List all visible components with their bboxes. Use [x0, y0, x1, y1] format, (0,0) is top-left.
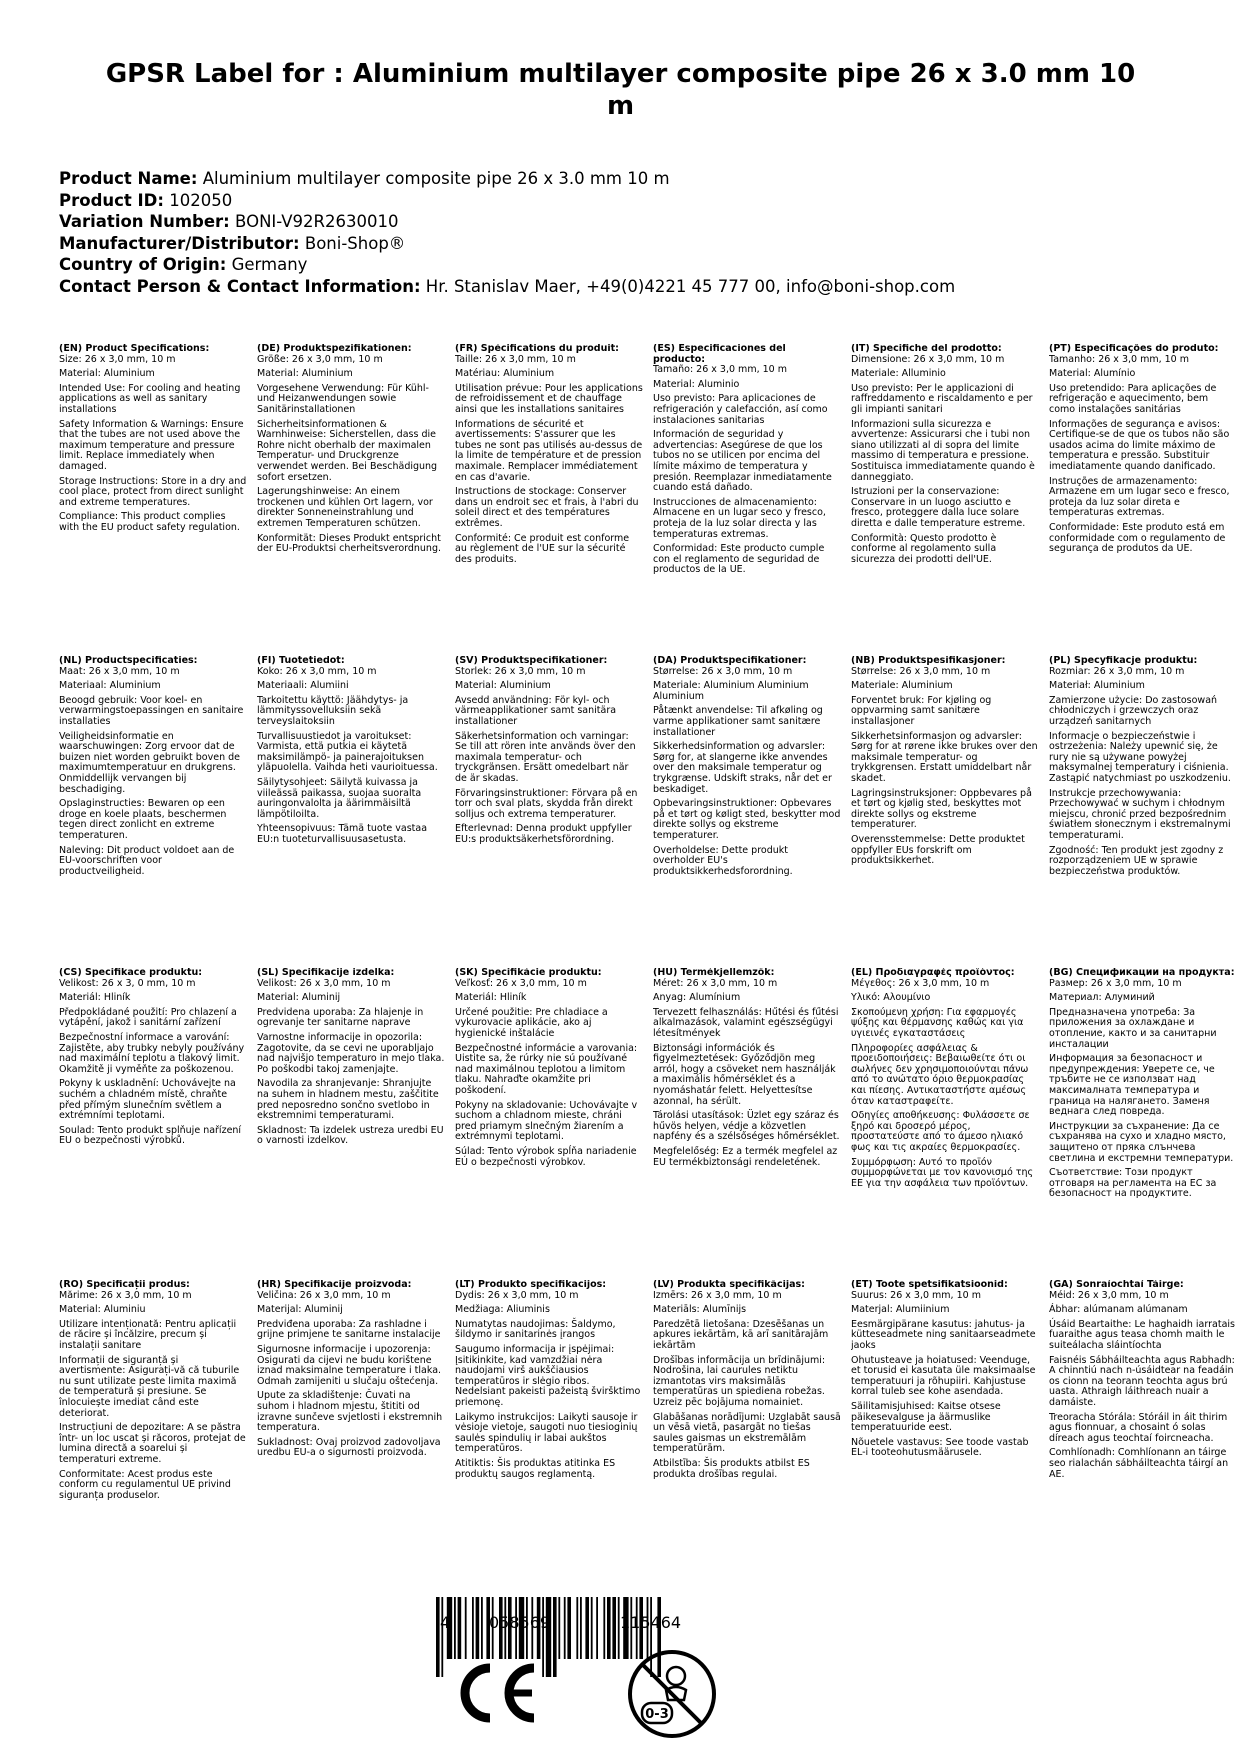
spec-paragraph: Storage Instructions: Store in a dry and cool place, protect from direct sunlight and extreme temperatures. [59, 475, 247, 508]
info-value: Boni-Shop® [304, 233, 406, 253]
spec-paragraph: Съответствие: Този продукт отговаря на регламента на ЕС за безопасност на продуктите. [1049, 1167, 1217, 1200]
spec-section [1049, 344, 1241, 656]
spec-paragraph: Laikymo instrukcijos: Laikyti sausoje ir vėsioje vietoje, saugoti nuo tiesioginių saulės spindulių ir labai aukštos temperatūros. [455, 1411, 638, 1455]
spec-paragraph: Istruzioni per la conservazione: Conservare in un luogo asciutto e fresco, proteggere dalla luce solare diretta e dalle temperature estreme. [851, 486, 1026, 529]
spec-section [1049, 1280, 1241, 1592]
spec-paragraph: Dimensione: 26 x 3,0 mm, 10 m [851, 353, 1005, 365]
spec-paragraph: Taille: 26 x 3,0 mm, 10 m [455, 353, 576, 365]
spec-paragraph: Materijal: Aluminij [257, 1304, 343, 1316]
spec-paragraph: Material: Aluminij [257, 992, 341, 1004]
spec-paragraph: Bezpečnostné informácie a varovania: Uistite sa, že rúrky nie sú používané nad maximálnou teplotou a limitom tlaku. Nahraďte okamžite pri poškodení. [455, 1042, 638, 1096]
spec-paragraph: Opslaginstructies: Bewaren op een droge en koele plaats, beschermen tegen direct zonlicht en extreme temperaturen. [59, 798, 227, 841]
spec-paragraph: Instructions de stockage: Conserver dans un endroit sec et frais, à l'abri du soleil direct et des températures extrêmes. [455, 486, 639, 529]
spec-paragraph: Mărime: 26 x 3,0 mm, 10 m [59, 1289, 192, 1301]
spec-section [257, 1280, 455, 1592]
info-row [59, 211, 1189, 233]
info-row [59, 233, 1189, 255]
spec-paragraph: Размер: 26 x 3,0 mm, 10 m [1049, 977, 1182, 989]
spec-paragraph: Инструкции за съхранение: Да се съхранява на сухо и хладно място, защитено от пряка слънчева светлина и екстремни температури. [1049, 1120, 1234, 1164]
barcode-right-group: 115464 [620, 1613, 682, 1632]
spec-paragraph: Предназначена употреба: За приложения за охлаждане и отопление, както и за санитарни инсталации [1049, 1006, 1217, 1050]
spec-paragraph: Navodila za shranjevanje: Shranjujte na suhem in hladnem mestu, zaščitite pred neposredno sončno svetlobo in ekstremnimi temperaturami. [257, 1078, 439, 1122]
info-label: Product ID: [59, 190, 164, 210]
spec-paragraph: Tarkoitettu käyttö: Jäähdytys- ja lämmityssovelluksiin sekä terveyslaitoksiin [257, 694, 409, 727]
spec-paragraph: Størrelse: 26 x 3,0 mm, 10 m [653, 665, 793, 677]
spec-heading: (SK) Špecifikácie produktu: [455, 968, 602, 978]
spec-paragraph: Förvaringsinstruktioner: Förvara på en torr och sval plats, skydda från direkt solljus och extrema temperaturer. [455, 787, 638, 820]
spec-paragraph: Instrucțiuni de depozitare: A se păstra într- un loc uscat și răcoros, protejat de lumina directă a soarelui și temperaturi extreme. [59, 1422, 246, 1465]
barcode-bar [558, 1597, 560, 1659]
spec-paragraph: Upute za skladištenje: Čuvati na suhom i hladnom mjestu, štititi od izravne sunčeve svjetlosti i ekstremnih temperatura. [257, 1390, 443, 1434]
spec-paragraph: Bezpečnostní informace a varování: Zajistěte, aby trubky nebyly používány nad maximální teplotu a tlakový limit. Okamžitě ji vyměňte za poškozenou. [59, 1031, 245, 1075]
spec-paragraph: Utilisation prévue: Pour les applications de refroidissement et de chauffage ainsi que les installations sanitaires [455, 382, 643, 415]
not-for-children-0-3-icon [626, 1648, 718, 1740]
spec-heading: (LT) Produkto specifikacijos: [455, 1280, 607, 1290]
barcode-bar [476, 1597, 480, 1659]
spec-section [455, 344, 653, 656]
spec-paragraph: Dydis: 26 x 3,0 mm, 10 m [455, 1289, 579, 1301]
spec-paragraph: Matériau: Aluminium [455, 368, 555, 380]
spec-paragraph: Sikkerhedsinformation og advarsler: Sørg for, at slangerne ikke anvendes over den maksimale temperatur og trykgrænse. Udskift straks, når det er beskadiget. [653, 741, 832, 795]
spec-paragraph: Tárolási utasítások: Üzlet egy száraz és hűvös helyen, védje a közvetlen napfény és a szélsőséges hőmérséklet. [653, 1110, 840, 1143]
info-row [59, 190, 1189, 212]
spec-paragraph: Méid: 26 x 3,0 mm, 10 m [1049, 1289, 1169, 1301]
age-label: 0-3 [645, 1707, 669, 1722]
ce-mark-icon [454, 1662, 538, 1724]
info-value: Aluminium multilayer composite pipe 26 x 3.0 mm 10 m [202, 169, 670, 188]
spec-paragraph: Veiligheidsinformatie en waarschuwingen: Zorg ervoor dat de buizen niet worden gebruikt boven de maximumtemperatuur en drukgrens. Onmiddellijk vervangen bij beschadiging. [59, 730, 240, 795]
spec-paragraph: Úsáid Beartaithe: Le haghaidh iarratais fuaraithe agus teasa chomh maith le suiteálacha sláintíochta [1049, 1318, 1235, 1351]
spec-paragraph: Veľkosť: 26 x 3,0 mm, 10 m [455, 977, 587, 989]
spec-paragraph: Uso previsto: Para aplicaciones de refrigeración y calefacción, así como instalaciones sanitarias [653, 393, 828, 426]
spec-paragraph: Izmērs: 26 x 3,0 mm, 10 m [653, 1289, 782, 1301]
spec-paragraph: Konformität: Dieses Produkt entspricht der EU-Produktsi cherheitsverordnung. [257, 532, 442, 555]
spec-paragraph: Materiāls: Alumīnijs [653, 1304, 747, 1316]
spec-paragraph: Συμμόρφωση: Αυτό το προϊόν συμμορφώνεται με τον κανονισμό της ΕΕ για την ασφάλεια των προϊόντων. [851, 1156, 1034, 1189]
barcode-bar [585, 1597, 589, 1659]
spec-section [455, 968, 653, 1280]
spec-paragraph: Yhteensopivuus: Tämä tuote vastaa EU:n tuoteturvallisuusasetusta. [257, 823, 428, 845]
spec-paragraph: Predvidena uporaba: Za hlajenje in ogrevanje ter sanitarne naprave [257, 1006, 424, 1029]
spec-paragraph: Súlad: Tento výrobok spĺňa nariadenie EÚ o bezpečnosti výrobkov. [455, 1145, 637, 1168]
spec-paragraph: Biztonsági információk és figyelmeztetések: Győződjön meg arról, hogy a csöveket nem használják a maximális hőmérséklet és a nyomáshatár felett. Helyettesítse azonnal, ha sérült. [653, 1042, 836, 1107]
spec-paragraph: Materiál: Hliník [59, 992, 131, 1004]
spec-paragraph: Glabāšanas norādījumi: Uzglabāt sausā un vēsā vietā, pasargāt no tiešas saules gaismas un ekstremālām temperatūrām. [653, 1411, 841, 1455]
spec-section [1049, 968, 1241, 1280]
spec-section [851, 344, 1049, 656]
info-row [59, 276, 1189, 298]
barcode-bar [465, 1597, 467, 1659]
spec-paragraph: Material: Aluminio [653, 378, 740, 390]
spec-paragraph: Ábhar: alúmanam alúmanam [1049, 1304, 1188, 1316]
spec-heading: (HR) Specifikacije proizvoda: [257, 1280, 412, 1290]
spec-paragraph: Velikost: 26 x 3, 0 mm, 10 m [59, 977, 196, 989]
spec-section [455, 656, 653, 968]
spec-paragraph: Beoogd gebruik: Voor koel- en verwarmingstoepassingen en sanitaire installaties [59, 694, 244, 727]
info-value: 102050 [169, 190, 233, 210]
spec-section [59, 344, 257, 656]
barcode-bar [576, 1597, 578, 1659]
spec-section [59, 968, 257, 1280]
spec-paragraph: Opbevaringsinstruktioner: Opbevares på et tørt og køligt sted, beskytter mod direkte sollys og ekstreme temperaturer. [653, 798, 841, 841]
spec-paragraph: Size: 26 x 3,0 mm, 10 m [59, 353, 176, 365]
spec-paragraph: Instrukcje przechowywania: Przechowywać w suchym i chłodnym miejscu, chronić przed bezpośrednim światłem słonecznym i ekstremalnymi temperaturami. [1049, 787, 1231, 841]
barcode-bar [481, 1597, 483, 1659]
spec-paragraph: Πληροφορίες ασφάλειας & προειδοποιήσεις: Βεβαιωθείτε ότι οι σωλήνες δεν χρησιμοποιούνται πάνω από το ανώτατο όριο θερμοκρασίας και πίεσης. Αντικαταστήστε αμέσως όταν καταστραφείτε. [851, 1042, 1029, 1107]
spec-paragraph: Velikost: 26 x 3,0 mm, 10 m [257, 977, 391, 989]
spec-paragraph: Veličina: 26 x 3,0 mm, 10 m [257, 1289, 391, 1301]
spec-paragraph: Určené použitie: Pre chladiace a vykurovacie aplikácie, ako aj hygienické inštalácie [455, 1006, 608, 1039]
spec-heading: (IT) Specifiche del prodotto: [851, 344, 1002, 354]
spec-paragraph: Atbilstība: Šis produkts atbilst ES produkta drošības regulai. [653, 1457, 810, 1480]
spec-paragraph: Conformità: Questo prodotto è conforme al regolamento sulla sicurezza dei prodotti dell'UE. [851, 532, 997, 565]
spec-paragraph: Instruções de armazenamento: Armazene em um lugar seco e fresco, proteja da luz solar direta e temperaturas extremas. [1049, 475, 1230, 519]
barcode-bar [454, 1597, 456, 1659]
spec-paragraph: Sigurnosne informacije i upozorenja: Osigurati da cijevi ne budu korištene iznad maksimalne temperature i tlaka. Odmah zamijeniti u slučaju oštećenja. [257, 1343, 442, 1387]
spec-paragraph: Sikkerhetsinformasjon og advarsler: Sørg for at rørene ikke brukes over den maksimale temperatur- og trykkgrensen. Erstatt umiddelbart når skadet. [851, 730, 1038, 784]
spec-section [653, 344, 851, 656]
spec-section [455, 1280, 653, 1592]
spec-heading: (BG) Спецификации на продукта: [1049, 968, 1235, 978]
spec-paragraph: Utilizare intenționată: Pentru aplicații de răcire și încălzire, precum și instalații sanitare [59, 1318, 237, 1351]
spec-paragraph: Информация за безопасност и предупреждения: Уверете се, че тръбите не се използват над максималната температура и граница на налягането. Заменя веднага след повреда. [1049, 1053, 1215, 1118]
spec-paragraph: Informações de segurança e avisos: Certifique-se de que os tubos não são usados acima do limite máximo de temperatura e pressão. Substituir imediatamente quando danificado. [1049, 418, 1230, 472]
page-title: GPSR Label for : Aluminium multilayer composite pipe 26 x 3.0 mm 10 m [105, 59, 1136, 121]
spec-paragraph: Informazioni sulla sicurezza e avvertenze: Assicurarsi che i tubi non siano utilizzati al di sopra del limite massimo di temperatura e pressione. Sostituisca immediatamente quando è danneggiato. [851, 418, 1035, 483]
barcode-bar [580, 1597, 582, 1659]
spec-paragraph: Comhlíonadh: Comhlíonann an táirge seo rialachán sábháilteachta táirgí an AE. [1049, 1447, 1229, 1480]
spec-paragraph: Saugumo informacija ir įspėjimai: Įsitikinkite, kad vamzdžiai nėra naudojami virš aukščiausios temperatūros ir slėgio ribos. Nedelsiant pakeisti pažeistą šviršktimo priemonę. [455, 1343, 641, 1408]
spec-heading: (DA) Produktspecifikationer: [653, 656, 807, 666]
barcode-bar [596, 1597, 598, 1659]
spec-paragraph: Sukladnost: Ovaj proizvod zadovoljava uredbu EU-a o sigurnosti proizvoda. [257, 1436, 441, 1459]
spec-heading: (RO) Specificații produs: [59, 1280, 190, 1290]
spec-heading: (EN) Product Specifications: [59, 344, 210, 354]
spec-paragraph: Conformidad: Este producto cumple con el reglamento de seguridad de productos de la UE. [653, 543, 825, 576]
barcode-bar [603, 1597, 605, 1659]
info-value: Hr. Stanislav Maer, +49(0)4221 45 777 00, info@boni-shop.com [425, 276, 956, 296]
spec-section [851, 968, 1049, 1280]
spec-heading: (PL) Specyfikacje produktu: [1049, 656, 1198, 666]
info-row [59, 254, 1189, 276]
spec-paragraph: Säilitamisjuhised: Kaitse otsese päikesevalguse ja äärmuslike temperatuuride eest. [851, 1400, 1001, 1434]
spec-paragraph: Numatytas naudojimas: Šaldymo, šildymo ir sanitarinės įrangos [455, 1318, 616, 1341]
barcode-bar [567, 1597, 571, 1659]
spec-paragraph: Materiale: Aluminium [851, 680, 953, 692]
spec-paragraph: Tamaño: 26 x 3,0 mm, 10 m [653, 364, 787, 376]
spec-paragraph: Předpokládané použití: Pro chlazení a vytápění, jakož i sanitární zařízení [59, 1006, 237, 1029]
spec-paragraph: Οδηγίες αποθήκευσης: Φυλάσσετε σε ξηρό και δροσερό μέρος, προστατεύστε από το άμεσο ηλιακό φως και τις ακραίες θερμοκρασίες. [851, 1110, 1030, 1153]
spec-heading: (NL) Productspecificaties: [59, 656, 198, 666]
spec-section [653, 968, 851, 1280]
spec-heading: (FI) Tuotetiedot: [257, 656, 345, 666]
spec-paragraph: Material: Aluminiu [59, 1304, 146, 1316]
spec-heading: (SV) Produktspecifikationer: [455, 656, 608, 666]
spec-heading: (SL) Specifikacije izdelka: [257, 968, 395, 978]
spec-paragraph: Material: Aluminium [257, 368, 353, 380]
info-label: Variation Number: [59, 212, 230, 231]
barcode-bar [441, 1597, 443, 1677]
spec-paragraph: Material: Alumínio [1049, 368, 1136, 380]
spec-paragraph: Varnostne informacije in opozorila: Zagotovite, da se cevi ne uporabljajo nad najvišjo temperaturo in mejo tlaka. Po poškodbi takoj zamenjajte. [257, 1031, 445, 1075]
spec-paragraph: Drošības informācija un brīdinājumi: Nodrošina, lai caurules netiktu izmantotas virs maksimālās temperatūras un spiediena robežas. Uzreiz pēc bojājuma nomainiet. [653, 1354, 826, 1408]
spec-paragraph: Rozmiar: 26 x 3,0 mm, 10 m [1049, 665, 1185, 677]
spec-paragraph: Koko: 26 x 3,0 mm, 10 m [257, 665, 377, 677]
spec-paragraph: Pokyny na skladovanie: Uchovávajte v suchom a chladnom mieste, chráni pred priamym slnečným žiarením a extrémnymi teplotami. [455, 1099, 638, 1143]
spec-paragraph: Materiał: Aluminium [1049, 680, 1145, 692]
spec-heading: (FR) Spécifications du produit: [455, 344, 619, 354]
spec-heading: (PT) Especificações do produto: [1049, 344, 1219, 354]
spec-paragraph: Material: Aluminium [455, 680, 551, 692]
spec-heading: (HU) Termékjellemzők: [653, 968, 775, 978]
spec-paragraph: Säkerhetsinformation och varningar: Se till att rören inte används över den maximala temperatur- och tryckgränsen. Ersätt omedelbart när de är skadas. [455, 730, 636, 784]
spec-heading: (ES) Especificaciones del producto: [653, 344, 786, 365]
spec-paragraph: Pokyny k uskladnění: Uchovávejte na suchém a chladném místě, chraňte před přímým slunečním světlem a extrémními teplotami. [59, 1078, 236, 1122]
spec-paragraph: Materiale: Aluminium Aluminium Aluminium [653, 680, 809, 702]
spec-heading: (ET) Toote spetsifikatsioonid: [851, 1280, 1008, 1290]
spec-heading: (GA) Sonraíochtaí Táirge: [1049, 1280, 1184, 1290]
spec-heading: (NB) Produktspesifikasjoner: [851, 656, 1006, 666]
spec-paragraph: Material: Aluminium [59, 368, 155, 380]
info-label: Contact Person & Contact Information: [59, 276, 421, 296]
info-value: BONI-V92R2630010 [235, 212, 399, 231]
spec-paragraph: Uso pretendido: Para aplicações de refrigeração e aquecimento, bem como instalações sanitárias [1049, 382, 1217, 415]
spec-paragraph: Størrelse: 26 x 3,0 mm, 10 m [851, 665, 991, 677]
spec-paragraph: Información de seguridad y advertencias: Asegúrese de que los tubos no se utilicen por encima del límite máximo de temperatura y presión. Reemplazar inmediatamente cuando está dañado. [653, 429, 832, 494]
spec-paragraph: Materiaal: Aluminium [59, 680, 161, 692]
barcode-bar [436, 1597, 440, 1677]
barcode-bar [553, 1597, 557, 1677]
info-value: Germany [231, 255, 308, 274]
barcode-bar [607, 1597, 611, 1659]
spec-paragraph: Treoracha Stórála: Stóráil in áit thirim agus fionnuar, a chosaint ó solas díreach agus teochtaí foircneacha. [1049, 1411, 1228, 1444]
spec-section [59, 656, 257, 968]
spec-paragraph: Informacje o bezpieczeństwie i ostrzeżenia: Należy upewnić się, że rury nie są używane powyżej maksymalnej temperatury i ciśnienia. Zastąpić natychmiast po uszkodzeniu. [1049, 730, 1231, 784]
spec-heading: (LV) Produkta specifikācijas: [653, 1280, 805, 1290]
spec-paragraph: Materiale: Alluminio [851, 368, 946, 380]
barcode-bar [546, 1597, 551, 1677]
spec-paragraph: Tervezett felhasználás: Hűtési és fűtési alkalmazások, valamint egészségügyi létesítmények [653, 1006, 839, 1039]
spec-paragraph: Naleving: Dit product voldoet aan de EU-voorschriften voor productveiligheid. [59, 844, 235, 877]
spec-paragraph: Safety Information & Warnings: Ensure that the tubes are not used above the maximum temperature and pressure limit. Replace immediately when damaged. [59, 418, 244, 472]
spec-paragraph: Compliance: This product complies with the EU product safety regulation. [59, 511, 240, 533]
info-label: Product Name: [59, 169, 198, 188]
spec-paragraph: Zgodność: Ten produkt jest zgodny z rozporządzeniem UE w sprawie bezpieczeństwa produktów. [1049, 844, 1224, 877]
spec-paragraph: Faisnéis Sábháilteachta agus Rabhadh: A chinntiú nach n-úsáidtear na feadáin os cionn na teorann teochta agus brú uasta. Athraigh láithreach nuair a damáiste. [1049, 1354, 1235, 1408]
spec-paragraph: Predviđena uporaba: Za rashladne i grijne primjene te sanitarne instalacije [257, 1318, 441, 1341]
spec-paragraph: Megfelelőség: Ez a termék megfelel az EU termékbiztonsági rendeletének. [653, 1145, 838, 1168]
spec-paragraph: Turvallisuustiedot ja varoitukset: Varmista, että putkia ei käytetä maksimilämpö- ja painerajoituksen yläpuolella. Vaihda heti vaurioituessa. [257, 730, 438, 774]
spec-paragraph: Materiál: Hliník [455, 992, 527, 1004]
spec-paragraph: Материал: Алуминий [1049, 992, 1155, 1004]
barcode-lead-digit: 4 [440, 1613, 451, 1632]
product-info [59, 168, 1189, 297]
spec-paragraph: Informations de sécurité et avertissements: S'assurer que les tubes ne sont pas utilisés au-dessus de la limite de température et de pression maximale. Remplacer immédiatement en cas d'avarie. [455, 418, 643, 483]
spec-paragraph: Forventet bruk: For kjøling og oppvarming samt sanitære installasjoner [851, 694, 992, 727]
spec-paragraph: Conformité: Ce produit est conforme au règlement de l'UE sur la sécurité des produits. [455, 532, 630, 565]
barcode-bar [612, 1597, 616, 1659]
barcode-bar [542, 1597, 544, 1677]
spec-paragraph: Vorgesehene Verwendung: Für Kühl- und Heizanwendungen sowie Sanitärinstallationen [257, 382, 429, 415]
spec-paragraph: Storlek: 26 x 3,0 mm, 10 m [455, 665, 586, 677]
spec-paragraph: Uso previsto: Per le applicazioni di raffreddamento e riscaldamento e per gli impianti sanitari [851, 382, 1033, 415]
spec-section [851, 656, 1049, 968]
spec-paragraph: Μέγεθος: 26 x 3,0 mm, 10 m [851, 977, 990, 989]
spec-paragraph: Ohutusteave ja hoiatused: Veenduge, et torusid ei kasutata üle maksimaalse temperatuuri ja rõhupiiri. Kahjustuse korral tuleb see kohe asendada. [851, 1354, 1036, 1398]
spec-paragraph: Efterlevnad: Denna produkt uppfyller EU:s produktsäkerhetsförordning. [455, 823, 632, 845]
spec-section [851, 1280, 1049, 1592]
spec-paragraph: Suurus: 26 x 3,0 mm, 10 m [851, 1289, 981, 1301]
spec-section [653, 1280, 851, 1592]
spec-paragraph: Materjal: Alumiinium [851, 1304, 950, 1316]
spec-paragraph: Tamanho: 26 x 3,0 mm, 10 m [1049, 353, 1189, 365]
spec-paragraph: Anyag: Alumínium [653, 992, 741, 1004]
spec-heading: (EL) Προδιαγραφές προϊόντος: [851, 968, 1015, 978]
spec-paragraph: Materiaali: Alumiini [257, 680, 349, 692]
spec-paragraph: Conformitate: Acest produs este conform cu regulamentul UE privind siguranța produselor. [59, 1468, 231, 1501]
spec-paragraph: Conformidade: Este produto está em conformidade com o regulamento de segurança de produtos da UE. [1049, 521, 1226, 555]
spec-section [653, 656, 851, 968]
info-row [59, 168, 1189, 190]
spec-paragraph: Skladnost: Ta izdelek ustreza uredbi EU o varnosti izdelkov. [257, 1124, 444, 1147]
spec-heading: (CS) Specifikace produktu: [59, 968, 203, 978]
spec-paragraph: Påtænkt anvendelse: Til afkøling og varme applikationer samt sanitære installationer [653, 705, 823, 738]
spec-paragraph: Méret: 26 x 3,0 mm, 10 m [653, 977, 778, 989]
spec-paragraph: Lagringsinstruksjoner: Oppbevares på et tørt og kjølig sted, beskyttes mot direkte sollys og ekstreme temperaturer. [851, 787, 1032, 831]
spec-paragraph: Υλικό: Αλουμίνιο [851, 992, 931, 1004]
spec-paragraph: Maat: 26 x 3,0 mm, 10 m [59, 665, 180, 677]
spec-section [257, 968, 455, 1280]
spec-section [1049, 656, 1241, 968]
spec-paragraph: Zamierzone użycie: Do zastosowań chłodniczych i grzewczych oraz urządzeń sanitarnych [1049, 694, 1218, 727]
spec-paragraph: Σκοπούμενη χρήση: Για εφαρμογές ψύξης και θέρμανσης καθώς και για υγιεινές εγκαταστάσεις [851, 1006, 1024, 1039]
spec-paragraph: Avsedd användning: För kyl- och värmeapplikationer samt sanitära installationer [455, 694, 617, 727]
spec-heading: (DE) Produktspezifikationen: [257, 344, 412, 354]
spec-paragraph: Paredzētā lietošana: Dzesēšanas un apkures iekārtām, kā arī sanitārajām iekārtām [653, 1318, 829, 1351]
spec-paragraph: Eesmärgipärane kasutus: jahutus- ja kütteseadmete ning sanitaarseadmete jaoks [851, 1318, 1036, 1351]
spec-paragraph: Overholdelse: Dette produkt overholder EU's produktsikkerhedsforordning. [653, 844, 793, 877]
barcode-bar [564, 1597, 566, 1659]
specifications-grid [59, 344, 1235, 1592]
spec-paragraph: Atitiktis: Šis produktas atitinka ES produktų saugos reglamentą. [455, 1457, 616, 1480]
spec-paragraph: Overensstemmelse: Dette produktet oppfyller EUs forskrift om produktsikkerhet. [851, 833, 1025, 867]
spec-section [257, 344, 455, 656]
spec-paragraph: Soulad: Tento produkt splňuje nařízení EU o bezpečnosti výrobků. [59, 1124, 242, 1147]
spec-paragraph: Informații de siguranță și avertismente: Asigurați-vă că tuburile nu sunt utilizate peste limita maximă de temperatură și presiune. Se înlocuiește imediat când este deteriorat. [59, 1354, 240, 1419]
info-label: Country of Origin: [59, 255, 227, 274]
spec-paragraph: Nõuetele vastavus: See toode vastab EL-i tooteohutusmäärusele. [851, 1436, 1029, 1459]
barcode-left-group: 058569 [489, 1613, 551, 1632]
barcode-bar [472, 1597, 474, 1659]
spec-paragraph: Instrucciones de almacenamiento: Almacene en un lugar seco y fresco, proteja de la luz solar directa y las temperaturas extremas. [653, 496, 826, 540]
spec-paragraph: Sicherheitsinformationen & Warnhinweise: Sicherstellen, dass die Rohre nicht oberhalb der maximalen Temperatur- und Druckgrenze verwendet werden. Bei Beschädigung sofort ersetzen. [257, 418, 438, 483]
spec-section [257, 656, 455, 968]
barcode-bar [591, 1597, 593, 1659]
spec-paragraph: Lagerungshinweise: An einem trockenen und kühlen Ort lagern, vor direkter Sonneneinstrahlung und extremen Temperaturen schützen. [257, 486, 433, 529]
spec-section [59, 1280, 257, 1592]
spec-paragraph: Intended Use: For cooling and heating applications as well as sanitary installations [59, 382, 241, 415]
spec-paragraph: Säilytysohjeet: Säilytä kuivassa ja viileässä paikassa, suojaa suoralta auringonvalolta ja äärimmäisiltä lämpötiloilta. [257, 776, 422, 820]
spec-paragraph: Medžiaga: Aliuminis [455, 1304, 550, 1316]
barcode-bar [458, 1597, 462, 1659]
spec-paragraph: Größe: 26 x 3,0 mm, 10 m [257, 353, 383, 365]
info-label: Manufacturer/Distributor: [59, 233, 300, 253]
